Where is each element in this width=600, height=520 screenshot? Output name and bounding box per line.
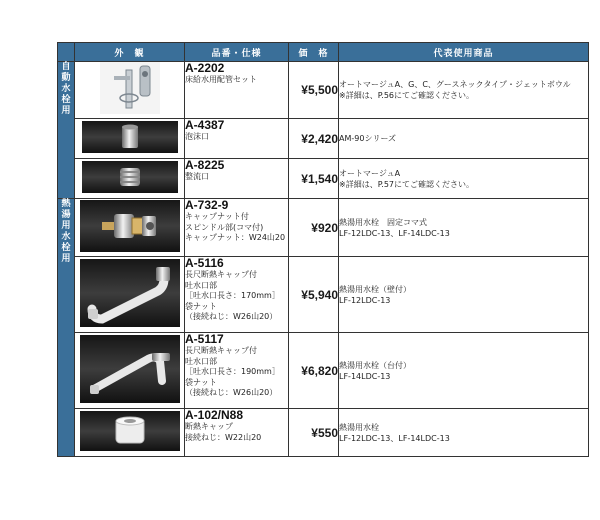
section-label-auto: 自動水栓用 <box>58 62 75 199</box>
header-gutter <box>58 43 75 62</box>
section-label-hot-water: 熱湯用水栓用 <box>58 199 75 457</box>
model-note: ※詳細は、P.56にてご確認ください。 <box>339 91 475 100</box>
table-row <box>58 199 589 257</box>
part-code: A-102/N88 <box>185 408 244 422</box>
part-desc: 長尺断熱キャップ付 <box>185 270 257 279</box>
model-line: LF-12LDC-13 <box>339 295 391 305</box>
part-desc: 整流口 <box>185 172 209 181</box>
part-desc: 吐水口部 <box>185 356 217 366</box>
model-line: AM-90シリーズ <box>339 134 397 143</box>
part-desc: 長尺断熱キャップ付 <box>185 346 257 355</box>
table-header <box>58 43 589 62</box>
header-price: 価 格 <box>289 43 339 62</box>
part-code: A-5117 <box>185 332 224 346</box>
part-desc: ［吐水口長さ：170mm］ <box>185 291 280 300</box>
part-desc: キャップナット：W24山20 <box>185 233 286 242</box>
part-desc: キャップナット付 <box>185 212 249 221</box>
table-row <box>58 257 589 333</box>
model-line: LF-14LDC-13 <box>339 371 391 381</box>
part-code: A-4387 <box>185 118 225 132</box>
spindle-icon <box>80 200 180 252</box>
part-code: A-2202 <box>185 61 225 75</box>
price: ¥6,820 <box>289 333 339 409</box>
price: ¥1,540 <box>289 159 339 199</box>
table-row <box>58 62 589 119</box>
deck-spout-icon <box>80 335 180 403</box>
model-line: LF-12LDC-13、LF-14LDC-13 <box>339 433 450 443</box>
model-line: LF-12LDC-13、LF-14LDC-13 <box>339 228 450 238</box>
pipe-set-icon <box>100 62 160 114</box>
price: ¥5,500 <box>289 62 339 119</box>
insulation-cap-icon <box>80 411 180 451</box>
part-desc: 泡沫口 <box>185 132 209 141</box>
part-desc: 断熱キャップ <box>185 422 233 431</box>
part-code: A-732-9 <box>185 198 229 212</box>
model-line: 熱湯用水栓 <box>339 422 379 432</box>
model-line: 熱湯用水栓（台付） <box>339 360 411 370</box>
part-desc: （接続ねじ：W26山20） <box>185 312 278 321</box>
part-desc: 接続ねじ：W22山20 <box>185 432 262 442</box>
part-desc: 床給水用配管セット <box>185 75 257 84</box>
part-code: A-8225 <box>185 158 225 172</box>
aerator-icon <box>82 121 178 153</box>
header-products: 代表使用商品 <box>339 43 589 62</box>
model-line: オートマージュA <box>339 168 401 178</box>
part-desc: 袋ナット <box>185 301 217 311</box>
header-appearance: 外 観 <box>75 43 185 62</box>
table-row <box>58 119 589 159</box>
part-code: A-5116 <box>185 256 224 270</box>
price: ¥920 <box>289 199 339 257</box>
part-desc: （接続ねじ：W26山20） <box>185 388 278 397</box>
parts-table <box>57 42 589 457</box>
part-desc: 吐水口部 <box>185 280 217 290</box>
table-row <box>58 333 589 409</box>
table-row <box>58 159 589 199</box>
model-line: 熱湯用水栓 固定コマ式 <box>339 217 427 227</box>
part-desc: スピンドル部(コマ付) <box>185 222 264 232</box>
model-note: ※詳細は、P.57にてご確認ください。 <box>339 179 475 189</box>
header-part-spec: 品番・仕様 <box>185 43 289 62</box>
price: ¥2,420 <box>289 119 339 159</box>
price: ¥5,940 <box>289 257 339 333</box>
price: ¥550 <box>289 409 339 457</box>
model-line: 熱湯用水栓（壁付） <box>339 284 411 294</box>
model-line: オートマージュA、G、C、グースネックタイプ・ジェットボウル <box>339 80 571 89</box>
laminar-outlet-icon <box>82 161 178 193</box>
part-desc: ［吐水口長さ：190mm］ <box>185 367 280 376</box>
wall-spout-icon <box>80 259 180 327</box>
part-desc: 袋ナット <box>185 377 217 387</box>
table-row <box>58 409 589 457</box>
